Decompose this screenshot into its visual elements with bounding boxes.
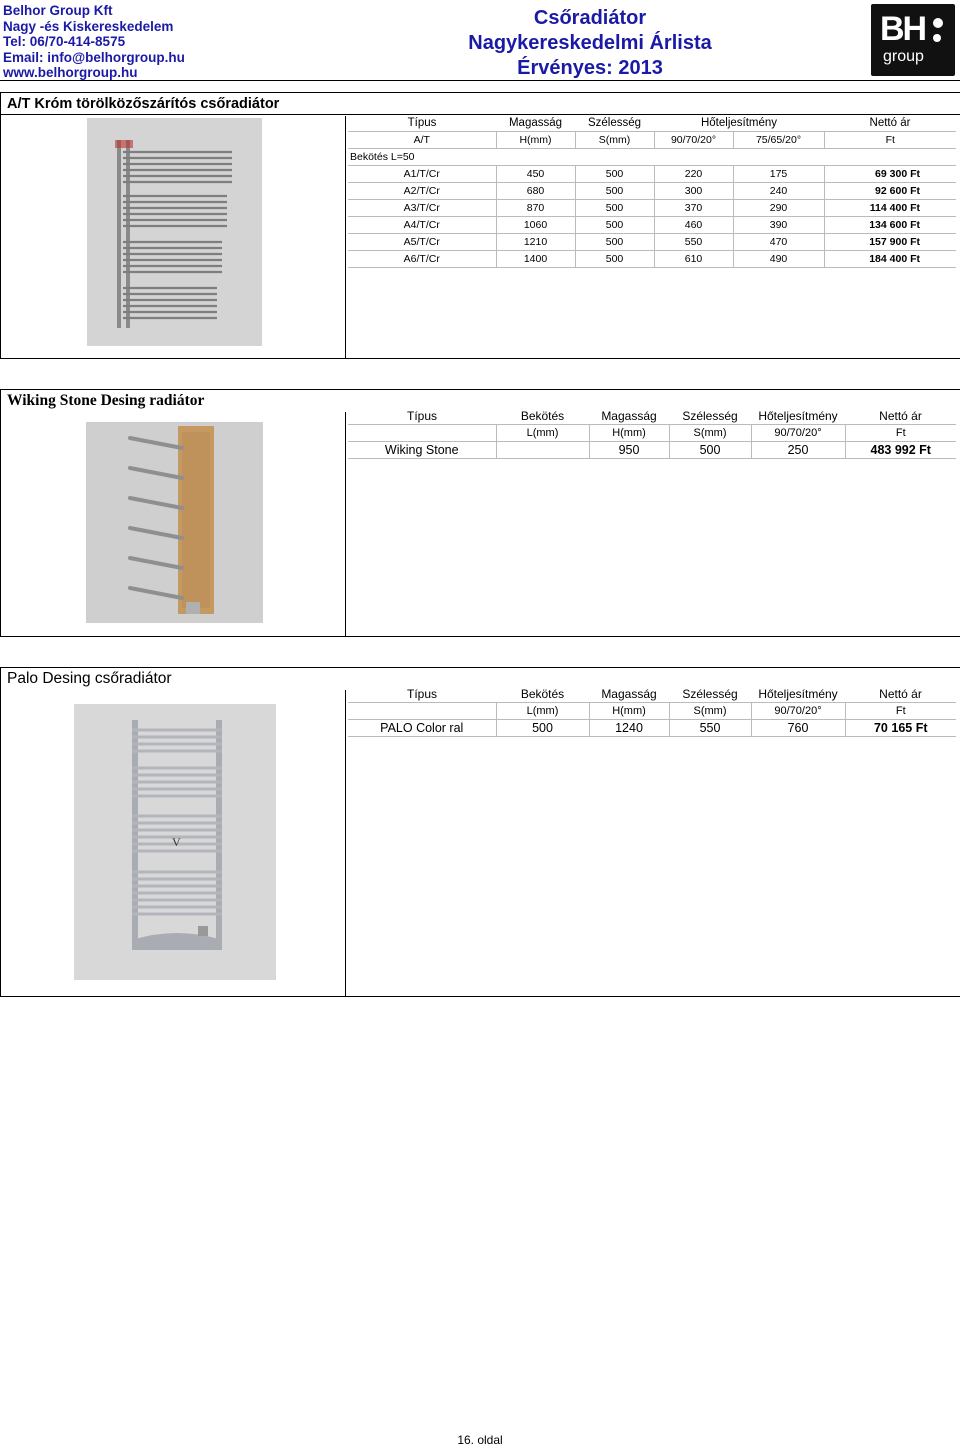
unit-cell: S(mm) xyxy=(669,703,751,720)
col-header: Szélesség xyxy=(587,117,642,129)
document-title xyxy=(380,6,800,81)
col-header: Magasság xyxy=(601,687,657,701)
palo-radiator-image xyxy=(74,704,276,980)
unit-cell: 90/70/20° xyxy=(751,425,845,442)
product-image-cell xyxy=(1,116,346,358)
logo-dot-icon xyxy=(933,18,943,28)
product-photo xyxy=(87,118,262,346)
title-line-2: Nagykereskedelmi Árlista xyxy=(468,32,712,54)
price-table-wiking xyxy=(348,408,956,459)
title-line-1: Csőradiátor xyxy=(533,7,647,29)
unit-cell: S(mm) xyxy=(575,132,654,149)
table-header-row xyxy=(348,408,956,425)
unit-cell: S(mm) xyxy=(669,425,751,442)
table-row xyxy=(348,183,956,200)
width-cell: 500 xyxy=(575,251,654,268)
height-cell: 1060 xyxy=(496,217,575,234)
unit-cell: 75/65/20° xyxy=(733,132,824,149)
height-cell: 680 xyxy=(496,183,575,200)
company-email: Email: info@belhorgroup.hu xyxy=(3,49,185,65)
col-header: Típus xyxy=(407,117,437,129)
price-cell: 483 992 Ft xyxy=(845,442,956,459)
price-cell: 114 400 Ft xyxy=(824,200,956,217)
col-header: Bekötés xyxy=(520,687,565,701)
price-cell: 157 900 Ft xyxy=(824,234,956,251)
table-unit-row xyxy=(348,425,956,442)
width-cell: 500 xyxy=(575,200,654,217)
table-row xyxy=(348,720,956,737)
col-header: Magasság xyxy=(601,409,657,423)
connection-cell xyxy=(496,442,589,459)
price-cell: 92 600 Ft xyxy=(824,183,956,200)
col-header: Nettó ár xyxy=(879,409,922,423)
type-cell: PALO Color ral xyxy=(348,720,496,737)
company-tagline: Nagy -és Kiskereskedelem xyxy=(3,18,174,34)
logo-main: BH xyxy=(880,10,926,48)
unit-cell xyxy=(348,703,496,720)
section-title: Wiking Stone Desing radiátor xyxy=(7,392,205,409)
output-cell: 175 xyxy=(733,166,824,183)
title-line-3: Érvényes: 2013 xyxy=(517,57,663,79)
table-row xyxy=(348,234,956,251)
price-table-palo xyxy=(348,686,956,737)
height-cell: 950 xyxy=(589,442,669,459)
output-cell: 220 xyxy=(654,166,733,183)
unit-cell xyxy=(348,425,496,442)
section-title: A/T Króm törölközőszárítós csőradiátor xyxy=(1,93,960,115)
product-image-cell xyxy=(1,412,346,636)
height-cell: 870 xyxy=(496,200,575,217)
width-cell: 500 xyxy=(575,166,654,183)
col-header: Nettó ár xyxy=(869,117,911,129)
company-phone: Tel: 06/70-414-8575 xyxy=(3,34,126,49)
page-number: 16. oldal xyxy=(457,1433,503,1447)
table-row xyxy=(348,251,956,268)
product-photo xyxy=(74,704,276,980)
output-cell: 290 xyxy=(733,200,824,217)
unit-cell: L(mm) xyxy=(496,425,589,442)
width-cell: 550 xyxy=(669,720,751,737)
photo-mark: V xyxy=(172,835,181,849)
col-header: Szélesség xyxy=(682,687,738,701)
col-header: Típus xyxy=(406,687,437,701)
section-wiking-stone xyxy=(0,389,960,637)
company-name: Belhor Group Kft xyxy=(3,3,113,18)
unit-cell: Ft xyxy=(845,425,956,442)
unit-cell: 90/70/20° xyxy=(654,132,733,149)
output-cell: 300 xyxy=(654,183,733,200)
page-header xyxy=(0,0,960,81)
stone-radiator-image xyxy=(86,422,263,623)
col-header: Bekötés xyxy=(520,409,565,423)
width-cell: 500 xyxy=(575,234,654,251)
product-photo xyxy=(86,422,263,623)
type-cell: A1/T/Cr xyxy=(348,166,496,183)
unit-cell: Ft xyxy=(824,132,956,149)
width-cell: 500 xyxy=(575,217,654,234)
section-palo xyxy=(0,667,960,997)
unit-cell: L(mm) xyxy=(496,703,589,720)
company-website[interactable]: www.belhorgroup.hu xyxy=(3,65,138,80)
price-cell: 184 400 Ft xyxy=(824,251,956,268)
type-cell: A4/T/Cr xyxy=(348,217,496,234)
product-image-cell xyxy=(1,690,346,996)
table-row xyxy=(348,442,956,459)
connection-label: Bekötés L=50 xyxy=(348,149,956,166)
output-cell: 250 xyxy=(751,442,845,459)
width-cell: 500 xyxy=(575,183,654,200)
unit-cell: H(mm) xyxy=(589,425,669,442)
output-cell: 390 xyxy=(733,217,824,234)
type-cell: A6/T/Cr xyxy=(348,251,496,268)
chrome-towel-radiator-image xyxy=(87,118,262,346)
price-cell: 70 165 Ft xyxy=(845,720,956,737)
height-cell: 1400 xyxy=(496,251,575,268)
unit-cell: 90/70/20° xyxy=(751,703,845,720)
type-cell: A5/T/Cr xyxy=(348,234,496,251)
price-cell: 134 600 Ft xyxy=(824,217,956,234)
connection-row xyxy=(348,149,956,166)
price-cell: 69 300 Ft xyxy=(824,166,956,183)
table-header-row xyxy=(348,115,956,132)
unit-cell: H(mm) xyxy=(589,703,669,720)
table-row xyxy=(348,200,956,217)
logo-dot-icon xyxy=(933,34,941,42)
price-table-at-krom xyxy=(348,115,956,268)
col-header: Nettó ár xyxy=(879,687,922,701)
type-cell: A2/T/Cr xyxy=(348,183,496,200)
col-header: Szélesség xyxy=(682,409,738,423)
table-unit-row xyxy=(348,703,956,720)
output-cell: 460 xyxy=(654,217,733,234)
connection-cell: 500 xyxy=(496,720,589,737)
type-cell: A3/T/Cr xyxy=(348,200,496,217)
height-cell: 450 xyxy=(496,166,575,183)
height-cell: 1240 xyxy=(589,720,669,737)
bh-group-logo xyxy=(871,4,955,76)
section-at-krom xyxy=(0,92,960,359)
output-cell: 370 xyxy=(654,200,733,217)
col-header: Hőteljesítmény xyxy=(700,117,778,129)
type-cell: Wiking Stone xyxy=(348,442,496,459)
col-header: Hőteljesítmény xyxy=(758,409,838,423)
height-cell: 1210 xyxy=(496,234,575,251)
table-row xyxy=(348,166,956,183)
col-header: Hőteljesítmény xyxy=(758,687,838,701)
unit-cell: Ft xyxy=(845,703,956,720)
col-header: Típus xyxy=(406,409,437,423)
col-header: Magasság xyxy=(508,117,563,129)
table-row xyxy=(348,217,956,234)
width-cell: 500 xyxy=(669,442,751,459)
output-cell: 610 xyxy=(654,251,733,268)
output-cell: 470 xyxy=(733,234,824,251)
output-cell: 240 xyxy=(733,183,824,200)
logo-sub: group xyxy=(883,48,924,65)
output-cell: 760 xyxy=(751,720,845,737)
output-cell: 490 xyxy=(733,251,824,268)
table-unit-row xyxy=(348,132,956,149)
company-info xyxy=(3,3,185,81)
unit-cell: A/T xyxy=(348,132,496,149)
output-cell: 550 xyxy=(654,234,733,251)
unit-cell: H(mm) xyxy=(496,132,575,149)
section-title: Palo Desing csőradiátor xyxy=(7,670,172,687)
table-header-row xyxy=(348,686,956,703)
